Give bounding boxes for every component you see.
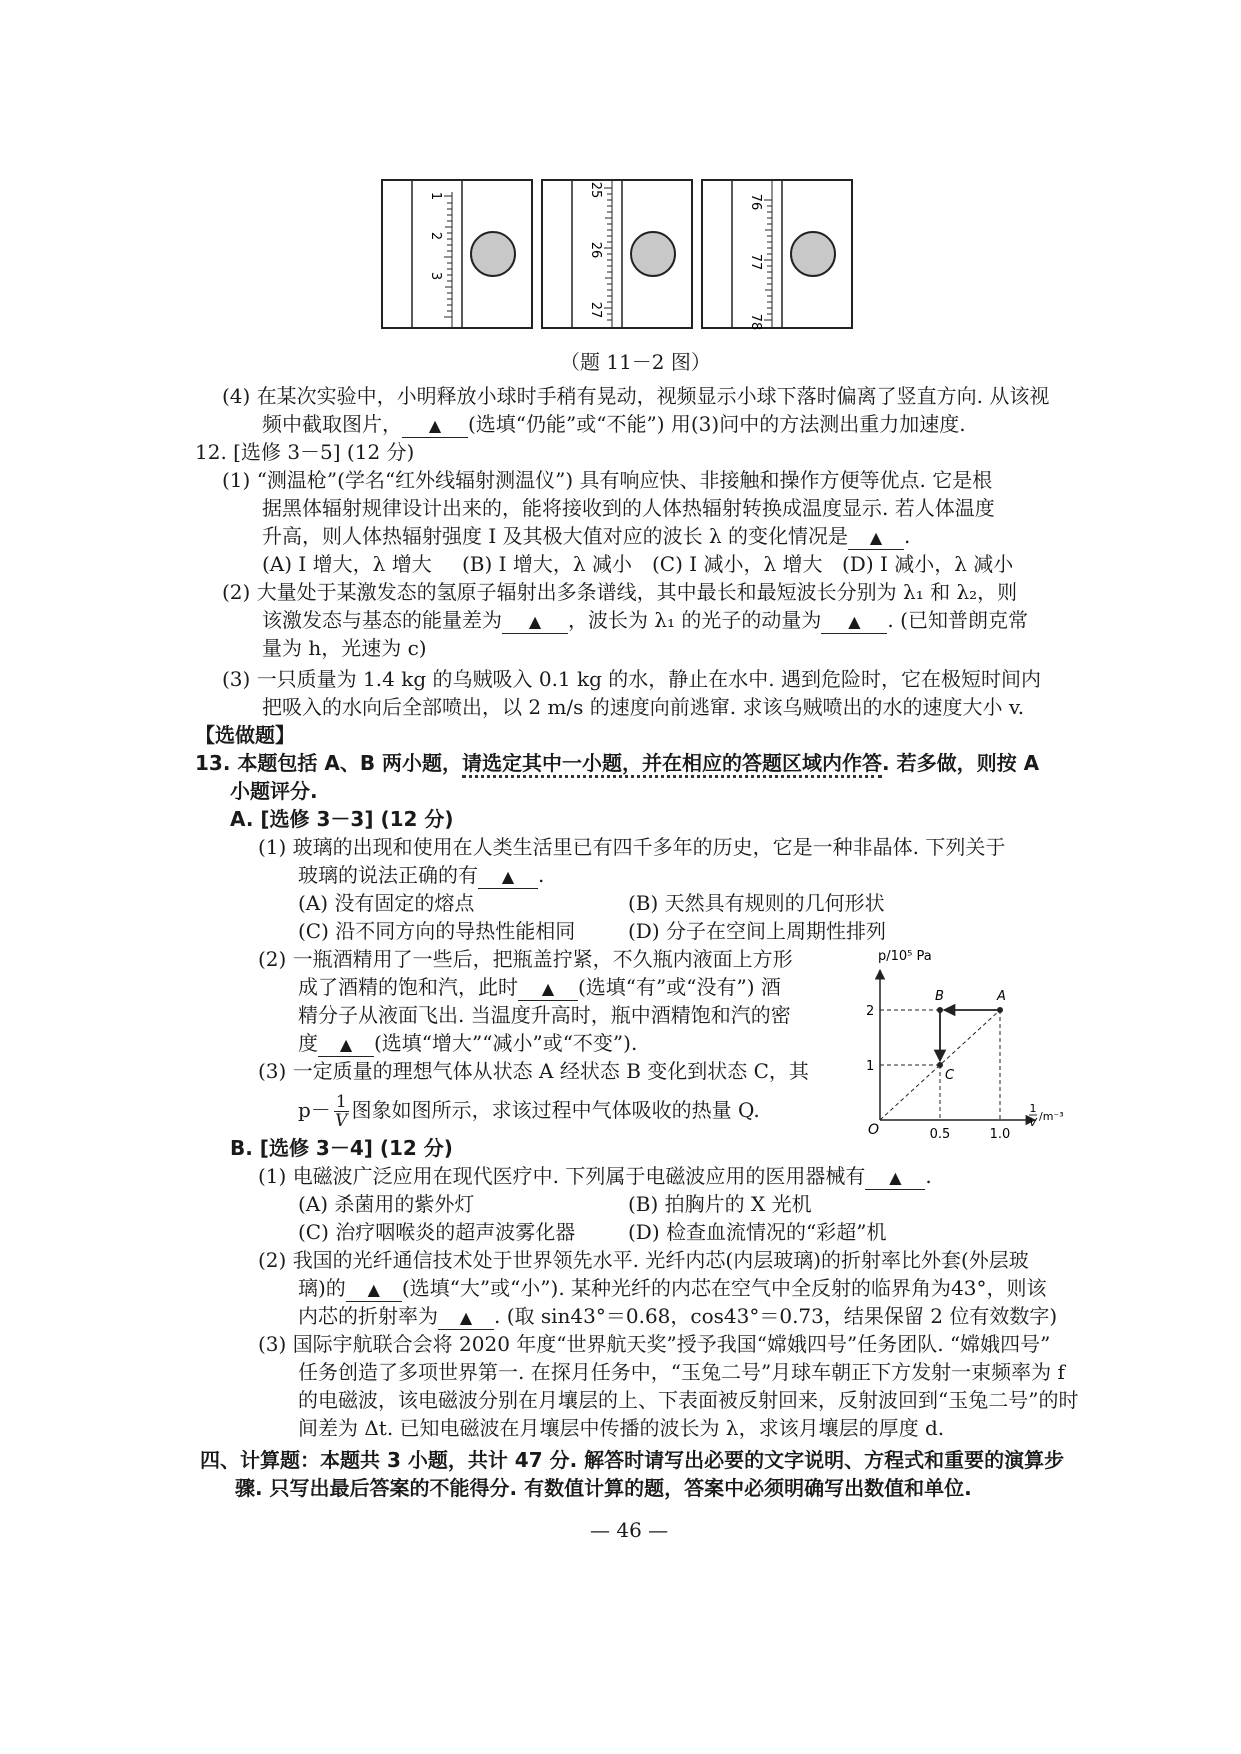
q12-1-line-1: (1) “测温枪”(学名“红外线辐射测温仪”) 具有响应快、非接触和操作方便等优点. 它是根	[222, 468, 993, 492]
answer-blank[interactable]: ▲	[821, 611, 887, 634]
elective-tag: 【选做题】	[195, 723, 295, 747]
ruler-label-3a: 76	[748, 193, 763, 211]
q12-option-d: (D) I 减小，λ 减小	[842, 552, 1014, 576]
q12-option-b: (B) I 增大，λ 减小	[462, 552, 632, 576]
q12-2-line-1: (2) 大量处于某激发态的氢原子辐射出多条谱线，其中最长和最短波长分别为 λ₁ 和 λ₂，则	[222, 580, 1018, 604]
b1-option-c: (C) 治疗咽喉炎的超声波雾化器	[298, 1220, 576, 1244]
q12-3-line-2: 把吸入的水向后全部喷出，以 2 m/s 的速度向前逃窜. 求该乌贼喷出的水的速度大小 v.	[262, 695, 1025, 719]
b3-line-2: 任务创造了多项世界第一. 在探月任务中，“玉兔二号”月球车朝正下方发射一束频率为 f	[298, 1360, 1065, 1384]
x-label-num: 1	[1029, 1102, 1037, 1115]
answer-blank[interactable]: ▲	[438, 1307, 494, 1330]
point-a-label: A	[997, 989, 1006, 1004]
figure-caption: （题 11－2 图）	[560, 350, 711, 374]
ruler-label-2c: 27	[588, 301, 603, 319]
b1-option-d: (D) 检查血流情况的“彩超”机	[628, 1220, 887, 1244]
point-b-label: B	[935, 989, 944, 1004]
point-a	[997, 1007, 1003, 1013]
fraction-1-over-v: $\frac{1}{V}$	[335, 1092, 348, 1131]
q12-1-line-3: 升高，则人体热辐射强度 I 及其极大值对应的波长 λ 的变化情况是 ▲ .	[262, 524, 911, 548]
q13-line-2: 小题评分.	[230, 779, 318, 803]
section-4-line-1: 四、计算题：本题共 3 小题，共计 47 分. 解答时请写出必要的文字说明、方程式和重要的演算步	[200, 1448, 1065, 1472]
q12-header: 12. [选修 3－5] (12 分)	[195, 440, 415, 464]
a1-option-c: (C) 沿不同方向的导热性能相同	[298, 919, 576, 943]
b2-line-3: 内芯的折射率为 ▲ . (取 sin43°＝0.68，cos43°＝0.73，结果保留 2 位有效数字)	[298, 1304, 1058, 1328]
b3-line-4: 间差为 Δt. 已知电磁波在月壤层中传播的波长为 λ，求该月壤层的厚度 d.	[298, 1416, 945, 1440]
answer-blank[interactable]: ▲	[402, 415, 468, 438]
b2-line-2: 璃)的 ▲ (选填“大”或“小”). 某种光纤的内芯在空气中全反射的临界角为43°，则该	[298, 1276, 1047, 1300]
x-tick-1-0: 1.0	[989, 1127, 1011, 1140]
ball-2	[631, 232, 675, 276]
ball-3	[791, 232, 835, 276]
ball-1	[471, 232, 515, 276]
b1-option-a: (A) 杀菌用的紫外灯	[298, 1192, 475, 1216]
b3-line-1: (3) 国际宇航联合会将 2020 年度“世界航天奖”授予我国“嫦娥四号”任务团队. “嫦娥四号”	[258, 1332, 1051, 1356]
q12-2-line-2: 该激发态与基态的能量差为 ▲ ，波长为 λ₁ 的光子的动量为 ▲ . (已知普朗克常	[262, 608, 1028, 632]
section-a-header: A. [选修 3－3] (12 分)	[230, 807, 454, 831]
answer-blank[interactable]: ▲	[848, 527, 904, 550]
answer-blank[interactable]: ▲	[318, 1034, 374, 1057]
x-axis-unit: /m⁻³	[1039, 1110, 1064, 1123]
q12-2-line-3: 量为 h，光速为 c)	[262, 636, 427, 660]
point-b	[937, 1007, 943, 1013]
y-axis-label: p/10⁵ Pa	[878, 949, 932, 964]
a2-line-4: 度 ▲ (选填“增大”“减小”或“不变”).	[298, 1031, 638, 1055]
q11-4-text-a: 频中截取图片，	[262, 412, 402, 436]
q12-1-line-2: 据黑体辐射规律设计出来的，能将接收到的人体热辐射转换成温度显示. 若人体温度	[262, 496, 995, 520]
y-tick-1: 1	[866, 1059, 875, 1074]
a1-line-1: (1) 玻璃的出现和使用在人类生活里已有四千多年的历史，它是一种非晶体. 下列关于	[258, 835, 1006, 859]
ruler-label-1a: 1	[428, 191, 443, 201]
b1-option-b: (B) 拍胸片的 X 光机	[628, 1192, 812, 1216]
ruler-label-1c: 3	[428, 271, 443, 281]
ruler-label-1b: 2	[428, 231, 443, 241]
ruler-figure	[380, 178, 880, 333]
x-tick-0-5: 0.5	[929, 1127, 951, 1140]
answer-blank[interactable]: ▲	[518, 978, 578, 1001]
b1-line-1: (1) 电磁波广泛应用在现代医疗中. 下列属于电磁波应用的医用器械有 ▲ .	[258, 1164, 932, 1188]
a2-line-2: 成了酒精的饱和汽，此时 ▲ (选填“有”或“没有”) 酒	[298, 975, 781, 999]
a3-line-2: p－ $\frac{1}{V}$ 图象如图所示，求该过程中气体吸收的热量 Q.	[298, 1092, 760, 1131]
q12-option-c: (C) I 减小，λ 增大	[652, 552, 823, 576]
q11-4-line-1: (4) 在某次实验中，小明释放小球时手稍有晃动，视频显示小球下落时偏离了竖直方向. 从该视	[222, 384, 1050, 408]
ruler-panel-1	[382, 180, 532, 328]
answer-blank[interactable]: ▲	[865, 1167, 925, 1190]
q13-line-1: 13. 本题包括 A、B 两小题，请选定其中一小题，并在相应的答题区域内作答. 若多做，则按 A	[195, 749, 1039, 777]
b2-line-1: (2) 我国的光纤通信技术处于世界领先水平. 光纤内芯(内层玻璃)的折射率比外套(外层玻	[258, 1248, 1029, 1272]
a1-option-b: (B) 天然具有规则的几何形状	[628, 891, 885, 915]
b3-line-3: 的电磁波，该电磁波分别在月壤层的上、下表面被反射回来，反射波回到“玉兔二号”的时	[298, 1388, 1079, 1412]
a1-option-d: (D) 分子在空间上周期性排列	[628, 919, 886, 943]
q12-option-a: (A) I 增大，λ 增大	[262, 552, 432, 576]
q12-3-line-1: (3) 一只质量为 1.4 kg 的乌贼吸入 0.1 kg 的水，静止在水中. 遇到危险时，它在极短时间内	[222, 667, 1042, 691]
section-4-line-2: 骤. 只写出最后答案的不能得分. 有数值计算的题，答案中必须明确写出数值和单位.	[235, 1476, 972, 1500]
ruler-label-2b: 26	[588, 241, 603, 259]
origin-label: O	[868, 1122, 880, 1138]
answer-blank[interactable]: ▲	[502, 611, 568, 634]
a1-line-2: 玻璃的说法正确的有 ▲ .	[298, 863, 545, 887]
q11-4-text-b: (选填“仍能”或“不能”) 用(3)问中的方法测出重力加速度.	[468, 412, 966, 436]
point-c	[937, 1062, 943, 1068]
ruler-panel-3	[702, 180, 852, 330]
ruler-label-3b: 77	[748, 253, 763, 271]
y-tick-2: 2	[866, 1004, 875, 1019]
answer-blank[interactable]: ▲	[346, 1279, 402, 1302]
p-v-graph	[860, 940, 1080, 1140]
a2-line-1: (2) 一瓶酒精用了一些后，把瓶盖拧紧，不久瓶内液面上方形	[258, 947, 793, 971]
x-label-den: V	[1029, 1116, 1037, 1129]
q11-4-line-2	[262, 410, 966, 438]
ruler-panel-2	[542, 180, 692, 328]
ruler-label-3c: 78	[748, 313, 763, 331]
ruler-label-2a: 25	[588, 181, 603, 199]
a2-line-3: 精分子从液面飞出. 当温度升高时，瓶中酒精饱和汽的密	[298, 1003, 791, 1027]
point-c-label: C	[945, 1068, 955, 1083]
a3-line-1: (3) 一定质量的理想气体从状态 A 经状态 B 变化到状态 C，其	[258, 1059, 809, 1083]
a1-option-a: (A) 没有固定的熔点	[298, 891, 475, 915]
section-b-header: B. [选修 3－4] (12 分)	[230, 1136, 453, 1160]
page-number: — 46 —	[590, 1518, 669, 1542]
answer-blank[interactable]: ▲	[478, 866, 538, 889]
